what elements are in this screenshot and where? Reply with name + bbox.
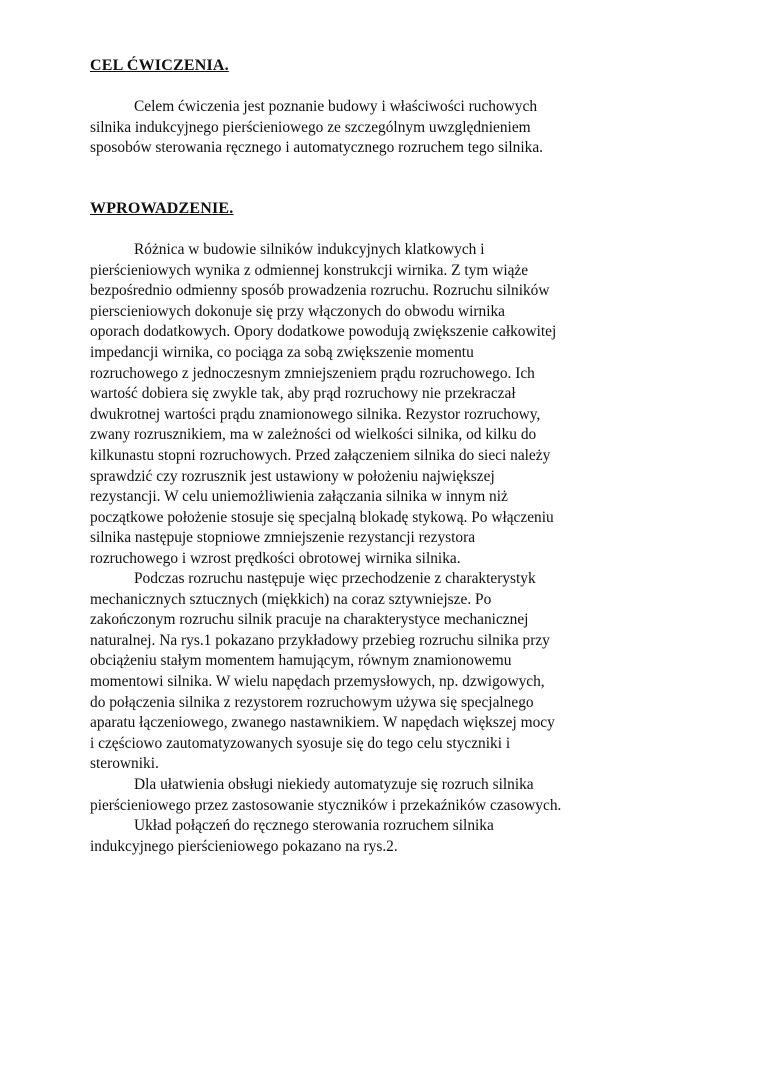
text-line: sposobów sterowania ręcznego i automatycznego rozruchem tego silnika.	[90, 139, 544, 157]
text-line: i częściowo zautomatyzowanych syosuje się do tego celu styczniki i	[90, 734, 511, 752]
text-line: Podczas rozruchu następuje więc przechodzenie z charakterystyk	[134, 570, 536, 587]
text-line: Układ połączeń do ręcznego sterowania rozruchem silnika	[134, 817, 494, 834]
text-line: pierscieniowych dokonuje się przy włączonych do obwodu wirnika	[90, 302, 506, 320]
paragraph-cel	[90, 97, 543, 159]
text-line: impedancji wirnika, co pociąga za sobą zwiększenie momentu	[90, 343, 474, 361]
text-line: początkowe położenie stosuje się specjalną blokadę stykową. Po włączeniu	[90, 508, 554, 526]
paragraph-wprowadzenie-1	[90, 240, 556, 570]
text-line: oporach dodatkowych. Opory dodatkowe powodują zwiększenie całkowitej	[90, 323, 557, 341]
text-line: momentowi silnika. W wielu napędach przemysłowych, np. dzwigowych,	[90, 672, 545, 690]
text-line: rozruchowego i wzrost prędkości obrotowej wirnika silnika.	[90, 549, 461, 567]
text-line: rezystancji. W celu uniemożliwienia załączania silnika w innym niż	[90, 488, 508, 506]
text-line: sprawdzić czy rozrusznik jest ustawiony w położeniu największej	[90, 467, 495, 485]
heading-cel-cwiczenia: CEL ĆWICZENIA.	[90, 57, 229, 74]
text-line: pierścieniowych wynika z odmiennej konstrukcji wirnika. Z tym wiąże	[90, 261, 529, 279]
heading-wprowadzenie: WPROWADZENIE.	[90, 200, 234, 217]
text-line: zwany rozrusznikiem, ma w zależności od wielkości silnika, od kilku do	[90, 426, 537, 444]
text-line: Celem ćwiczenia jest poznanie budowy i właściwości ruchowych	[134, 98, 538, 115]
text-line: kilkunastu stopni rozruchowych. Przed załączeniem silnika do sieci należy	[90, 446, 551, 464]
text-line: aparatu łączeniowego, zwanego nastawnikiem. W napędach większej mocy	[90, 714, 555, 732]
text-line: rozruchowego z jednoczesnym zmniejszeniem prądu rozruchowego. Ich	[90, 364, 535, 382]
paragraph-wprowadzenie-2	[90, 569, 555, 775]
text-line: naturalnej. Na rys.1 pokazano przykładowy przebieg rozruchu silnika przy	[90, 631, 550, 649]
text-line: silnika następuje stopniowe zmniejszenie rezystancji rezystora	[90, 529, 476, 547]
text-line: do połączenia silnika z rezystorem rozruchowym używa się specjalnego	[90, 693, 534, 711]
text-line: Dla ułatwienia obsługi niekiedy automatyzuje się rozruch silnika	[134, 776, 534, 793]
text-line: Różnica w budowie silników indukcyjnych klatkowych i	[134, 241, 485, 258]
text-line: wartość dobiera się zwykle tak, aby prąd rozruchowy nie przekraczał	[90, 385, 516, 403]
text-line: zakończonym rozruchu silnik pracuje na charakterystyce mechanicznej	[90, 611, 529, 629]
text-line: indukcyjnego pierścieniowego pokazano na rys.2.	[90, 837, 398, 855]
text-line: bezpośrednio odmienny sposób prowadzenia rozruchu. Rozruchu silników	[90, 282, 550, 300]
text-line: pierścieniowego przez zastosowanie styczników i przekaźników czasowych.	[90, 796, 562, 814]
paragraph-wprowadzenie-4	[90, 816, 494, 857]
text-line: mechanicznych sztucznych (miękkich) na coraz sztywniejsze. Po	[90, 590, 492, 608]
text-line: dwukrotnej wartości prądu znamionowego silnika. Rezystor rozruchowy,	[90, 405, 541, 423]
text-line: obciążeniu stałym momentem hamującym, równym znamionowemu	[90, 652, 512, 670]
text-line: silnika indukcyjnego pierścieniowego ze szczególnym uwzględnieniem	[90, 118, 531, 136]
text-line: sterowniki.	[90, 755, 159, 773]
paragraph-wprowadzenie-3	[90, 775, 561, 816]
